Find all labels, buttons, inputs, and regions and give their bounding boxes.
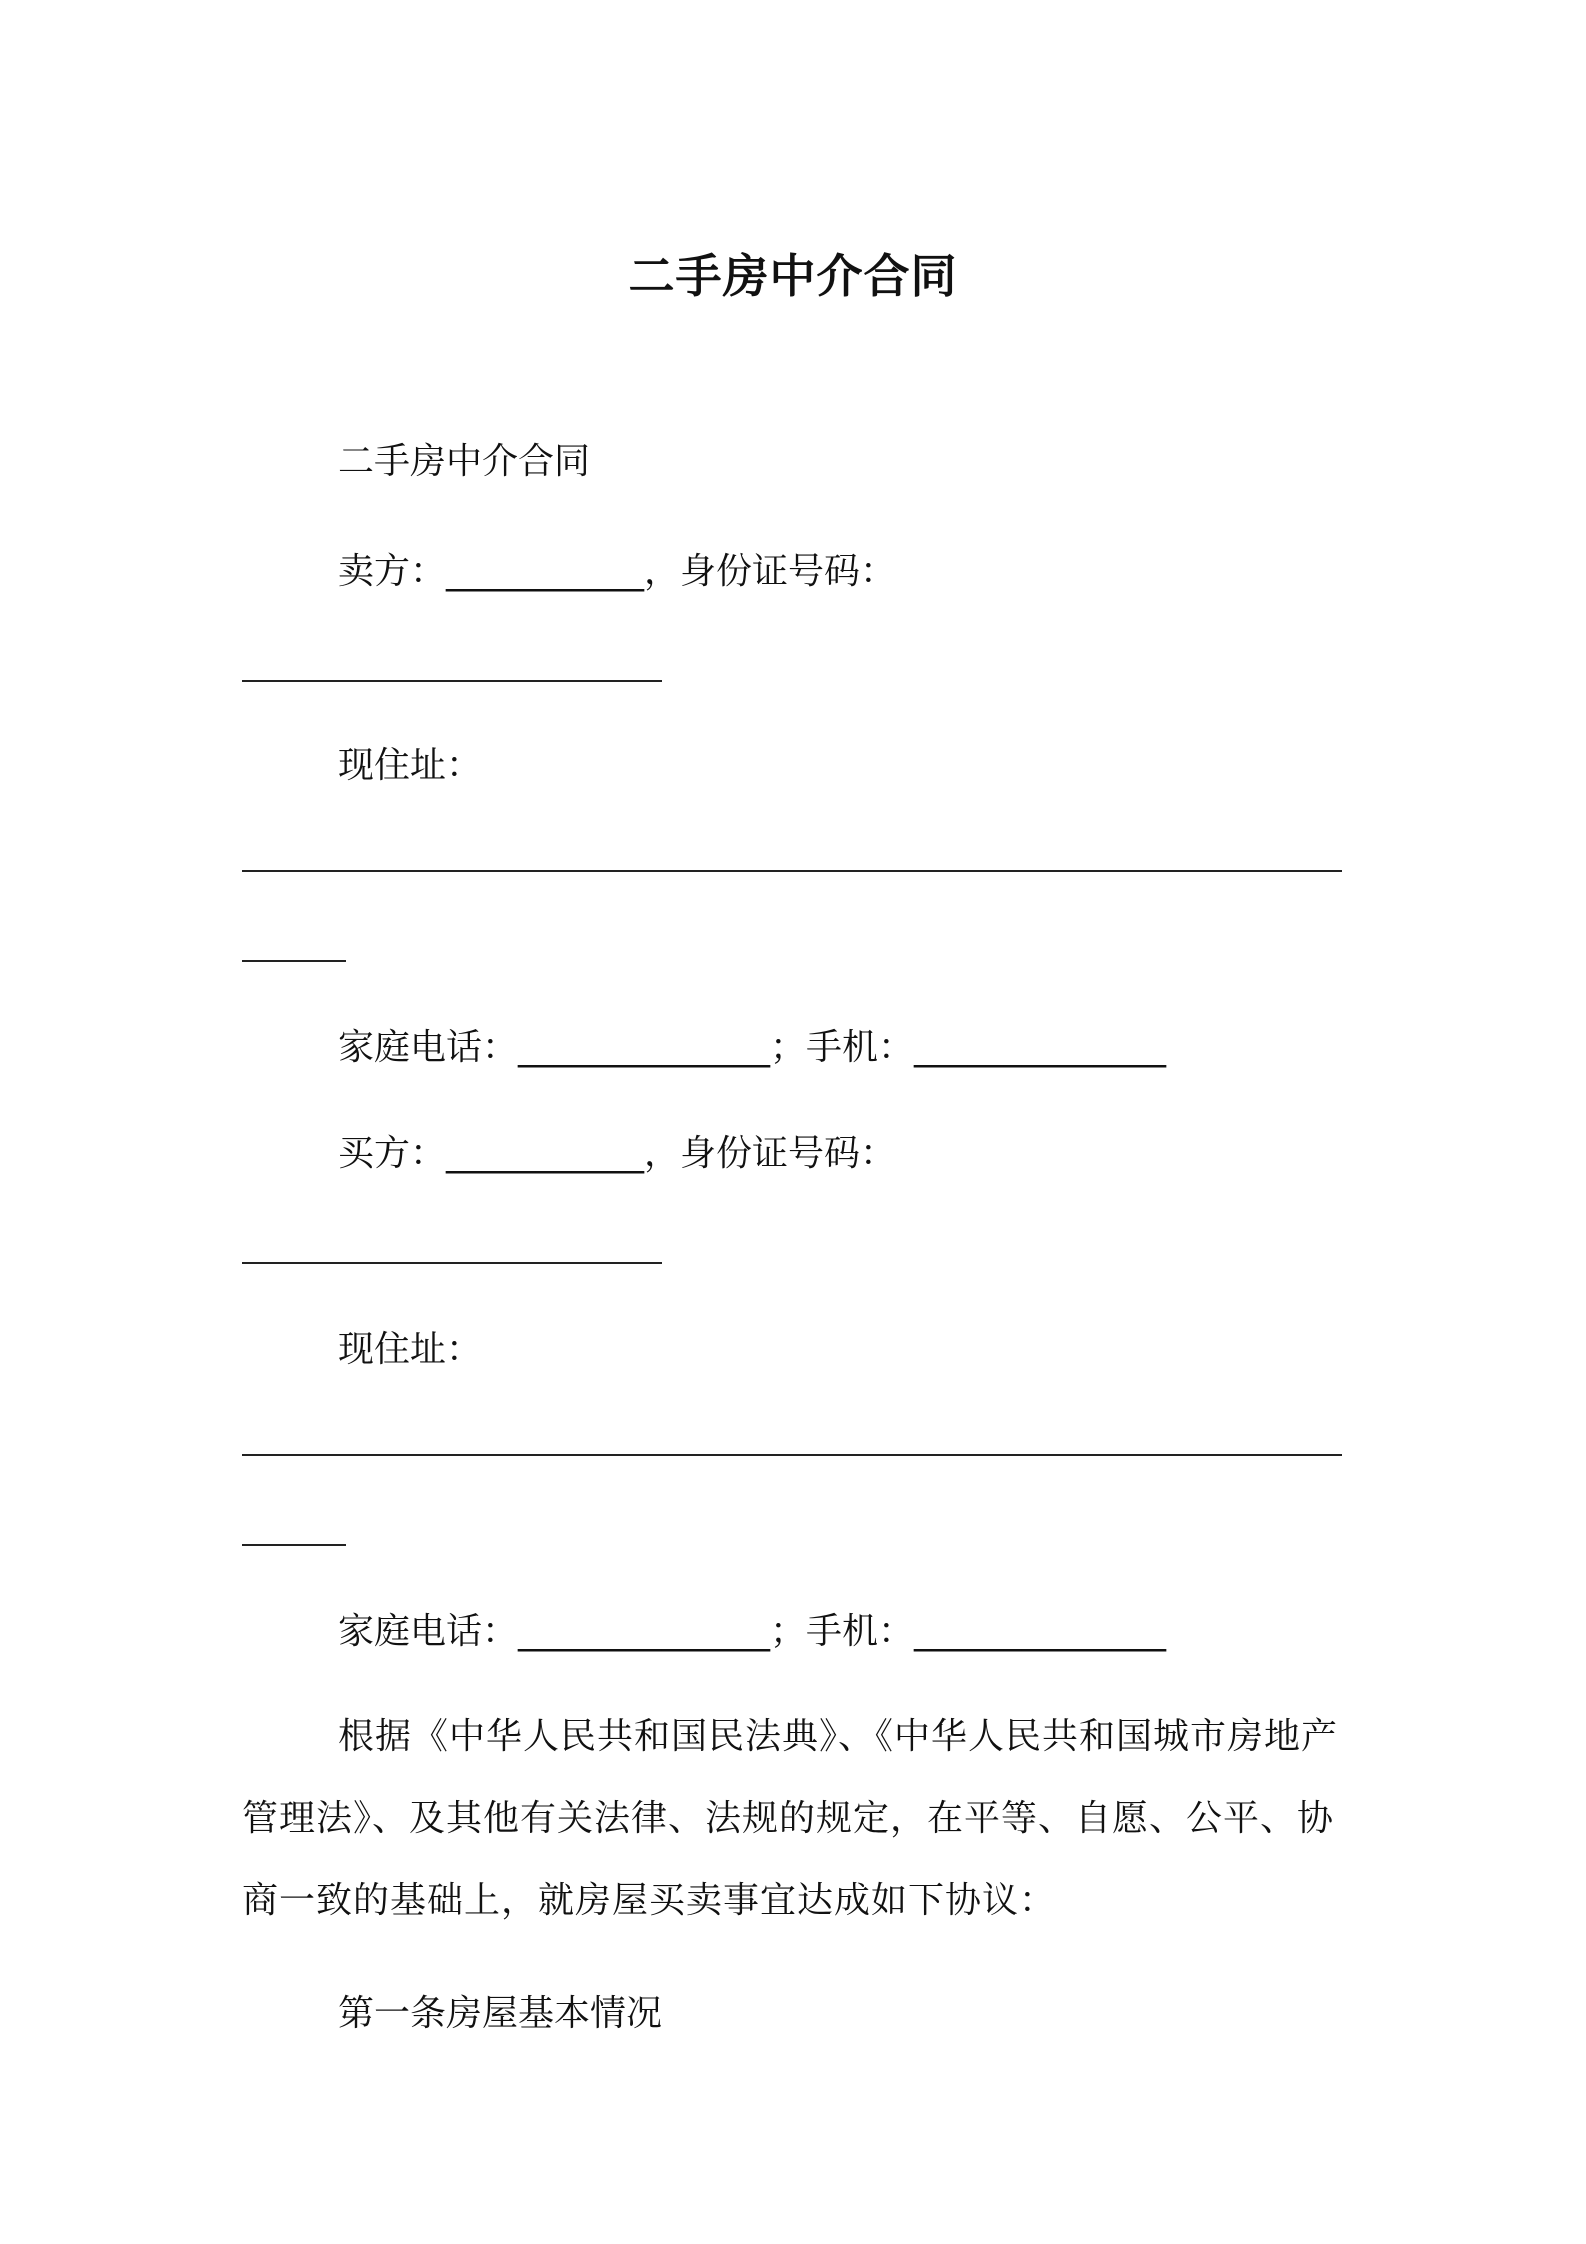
seller-phone-line: 家庭电话：______________；手机：______________ <box>338 1027 1167 1068</box>
preamble-paragraph: 根据《中华人民共和国民法典》、《中华人民共和国城市房地产管理法》、及其他有关法律、法规的规定，在平等、自愿、公平、协商一致的基础上，就房屋买卖事宜达成如下协议： <box>242 1716 1339 1921</box>
buyer-id-blank <box>242 1262 662 1264</box>
buyer-phone-line: 家庭电话：______________；手机：______________ <box>338 1611 1167 1652</box>
seller-address-blank-2 <box>242 960 346 962</box>
buyer-id-line: 买方：___________，身份证号码： <box>338 1133 897 1174</box>
buyer-address-blank-1 <box>242 1454 1342 1456</box>
buyer-address-label: 现住址： <box>338 1329 483 1370</box>
seller-id-line: 卖方：___________，身份证号码： <box>338 551 897 592</box>
seller-id-blank <box>242 680 662 682</box>
article-1-heading: 第一条房屋基本情况 <box>338 1993 663 2034</box>
seller-address-blank-1 <box>242 870 1342 872</box>
seller-address-label: 现住址： <box>338 745 483 786</box>
buyer-address-blank-2 <box>242 1544 346 1546</box>
document-subtitle: 二手房中介合同 <box>338 441 591 482</box>
document-title: 二手房中介合同 <box>628 249 958 303</box>
